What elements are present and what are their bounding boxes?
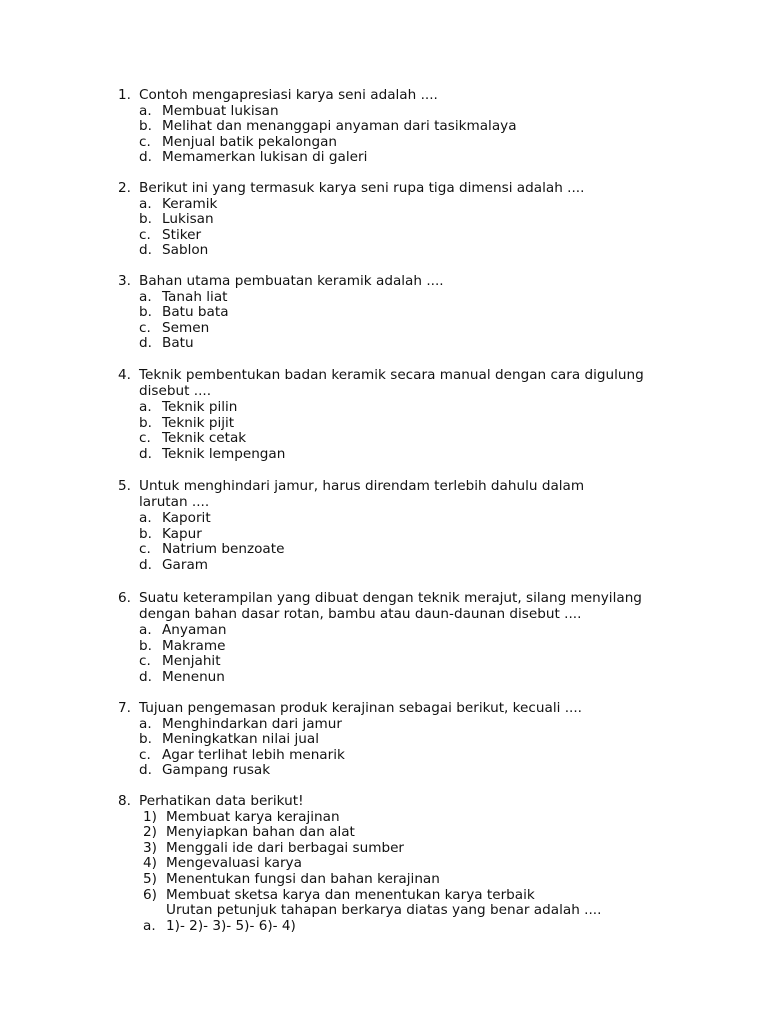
option-text: Keramik [162,195,218,212]
option-letter: d. [139,668,152,685]
option-b [0,119,768,135]
option-letter: b. [139,414,152,431]
question-text: Teknik pembentukan badan keramik secara manual dengan cara digulung [139,367,644,383]
option-d [0,763,768,779]
option-c [0,654,768,670]
option-text: Gampang rusak [162,762,271,779]
step-item [0,810,768,826]
option-text: Teknik pilin [162,398,238,415]
option-letter: a. [139,621,152,638]
question-number: 7. [118,700,131,716]
option-c [0,228,768,244]
step-item [0,825,768,841]
option-c [0,542,768,558]
option-letter: a. [139,195,152,212]
option-text: Kapur [162,525,202,542]
option-letter: d. [139,762,152,779]
option-b [0,416,768,432]
option-d [0,558,768,574]
question-number: 1. [118,87,131,103]
option-letter: a. [139,398,152,415]
option-text: Melihat dan menanggapi anyaman dari tasikmalaya [162,118,517,135]
option-letter: b. [139,304,152,321]
option-text: Batu [162,335,194,352]
step-number: 4) [143,855,157,872]
option-text: Menenun [162,668,225,685]
option-text: Tanah liat [162,288,228,305]
option-letter: b. [139,118,152,135]
option-letter: b. [139,211,152,228]
option-text: Semen [162,319,210,336]
question-instruction: Urutan petunjuk tahapan berkarya diatas yang benar adalah .... [166,902,602,919]
question-number: 8. [118,793,131,809]
option-letter: a. [143,917,156,934]
step-number: 6) [143,886,157,903]
question-text-continued: larutan .... [139,494,210,511]
option-text: Garam [162,556,209,573]
option-text: Teknik lempengan [162,445,286,462]
step-text: Menggali ide dari berbagai sumber [166,839,405,856]
step-number: 2) [143,824,157,841]
option-d [0,243,768,259]
question-5 [0,478,768,573]
option-letter: a. [139,102,152,119]
option-letter: d. [139,149,152,166]
option-text: Lukisan [162,211,214,228]
step-number: 1) [143,808,157,825]
option-letter: a. [139,715,152,732]
step-text: Mengevaluasi karya [166,855,302,872]
step-text: Menyiapkan bahan dan alat [166,824,355,841]
option-b [0,732,768,748]
step-item [0,872,768,888]
option-b [0,527,768,543]
option-letter: c. [139,746,151,763]
option-b [0,212,768,228]
option-text: Menjahit [162,653,221,670]
question-text: Suatu keterampilan yang dibuat dengan teknik merajut, silang menyilang [139,590,642,606]
option-b [0,639,768,655]
question-text: Contoh mengapresiasi karya seni adalah .... [139,87,438,103]
option-a [0,717,768,733]
option-letter: b. [139,731,152,748]
option-text: Sablon [162,242,209,259]
option-c [0,135,768,151]
option-text: Batu bata [162,304,229,321]
question-text: Tujuan pengemasan produk kerajinan sebagai berikut, kecuali .... [139,700,583,716]
option-letter: a. [139,509,152,526]
step-number: 5) [143,870,157,887]
option-letter: c. [139,430,151,447]
option-letter: c. [139,226,151,243]
option-a [0,400,768,416]
question-text: Perhatikan data berikut! [139,793,304,809]
option-c [0,321,768,337]
option-text: Agar terlihat lebih menarik [162,746,345,763]
option-text: Kaporit [162,509,211,526]
step-item [0,888,768,904]
question-number: 5. [118,478,131,494]
option-c [0,431,768,447]
option-letter: d. [139,242,152,259]
option-letter: b. [139,637,152,654]
option-text: Menghindarkan dari jamur [162,715,342,732]
option-d [0,447,768,463]
option-text: Memamerkan lukisan di galeri [162,149,368,166]
option-text: Makrame [162,637,226,654]
option-text: Teknik pijit [162,414,235,431]
option-text: 1)- 2)- 3)- 5)- 6)- 4) [166,917,296,934]
option-c [0,748,768,764]
option-text: Natrium benzoate [162,541,285,558]
option-a [0,290,768,306]
option-text: Membuat lukisan [162,102,279,119]
question-text-continued: disebut .... [139,383,212,400]
step-text: Menentukan fungsi dan bahan kerajinan [166,870,440,887]
option-d [0,150,768,166]
option-d [0,336,768,352]
option-letter: c. [139,653,151,670]
step-text: Membuat karya kerajinan [166,808,340,825]
question-1 [0,88,768,166]
question-2 [0,181,768,259]
step-item [0,856,768,872]
question-8 [0,794,768,934]
step-text: Membuat sketsa karya dan menentukan karya terbaik [166,886,535,903]
option-text: Anyaman [162,621,227,638]
option-letter: a. [139,288,152,305]
step-number: 3) [143,839,157,856]
question-number: 2. [118,180,131,196]
option-letter: c. [139,541,151,558]
option-a [0,511,768,527]
option-a [0,197,768,213]
question-text: Berikut ini yang termasuk karya seni rupa tiga dimensi adalah .... [139,180,585,196]
question-7 [0,701,768,779]
question-3 [0,274,768,352]
option-letter: b. [139,525,152,542]
question-text-continued: dengan bahan dasar rotan, bambu atau daun-daunan disebut .... [139,606,582,623]
question-number: 4. [118,367,131,383]
option-letter: c. [139,133,151,150]
question-text: Untuk menghindari jamur, harus direndam terlebih dahulu dalam [139,478,585,494]
option-a [0,919,768,935]
option-a [0,104,768,120]
option-letter: d. [139,335,152,352]
question-number: 3. [118,273,131,289]
option-d [0,670,768,686]
option-letter: d. [139,556,152,573]
option-a [0,623,768,639]
option-text: Menjual batik pekalongan [162,133,338,150]
option-text: Meningkatkan nilai jual [162,731,320,748]
option-text: Stiker [162,226,202,243]
question-number: 6. [118,590,131,606]
question-text: Bahan utama pembuatan keramik adalah .... [139,273,444,289]
step-item [0,841,768,857]
option-letter: d. [139,445,152,462]
question-6 [0,590,768,685]
question-4 [0,367,768,462]
option-text: Teknik cetak [162,430,247,447]
option-b [0,305,768,321]
option-letter: c. [139,319,151,336]
